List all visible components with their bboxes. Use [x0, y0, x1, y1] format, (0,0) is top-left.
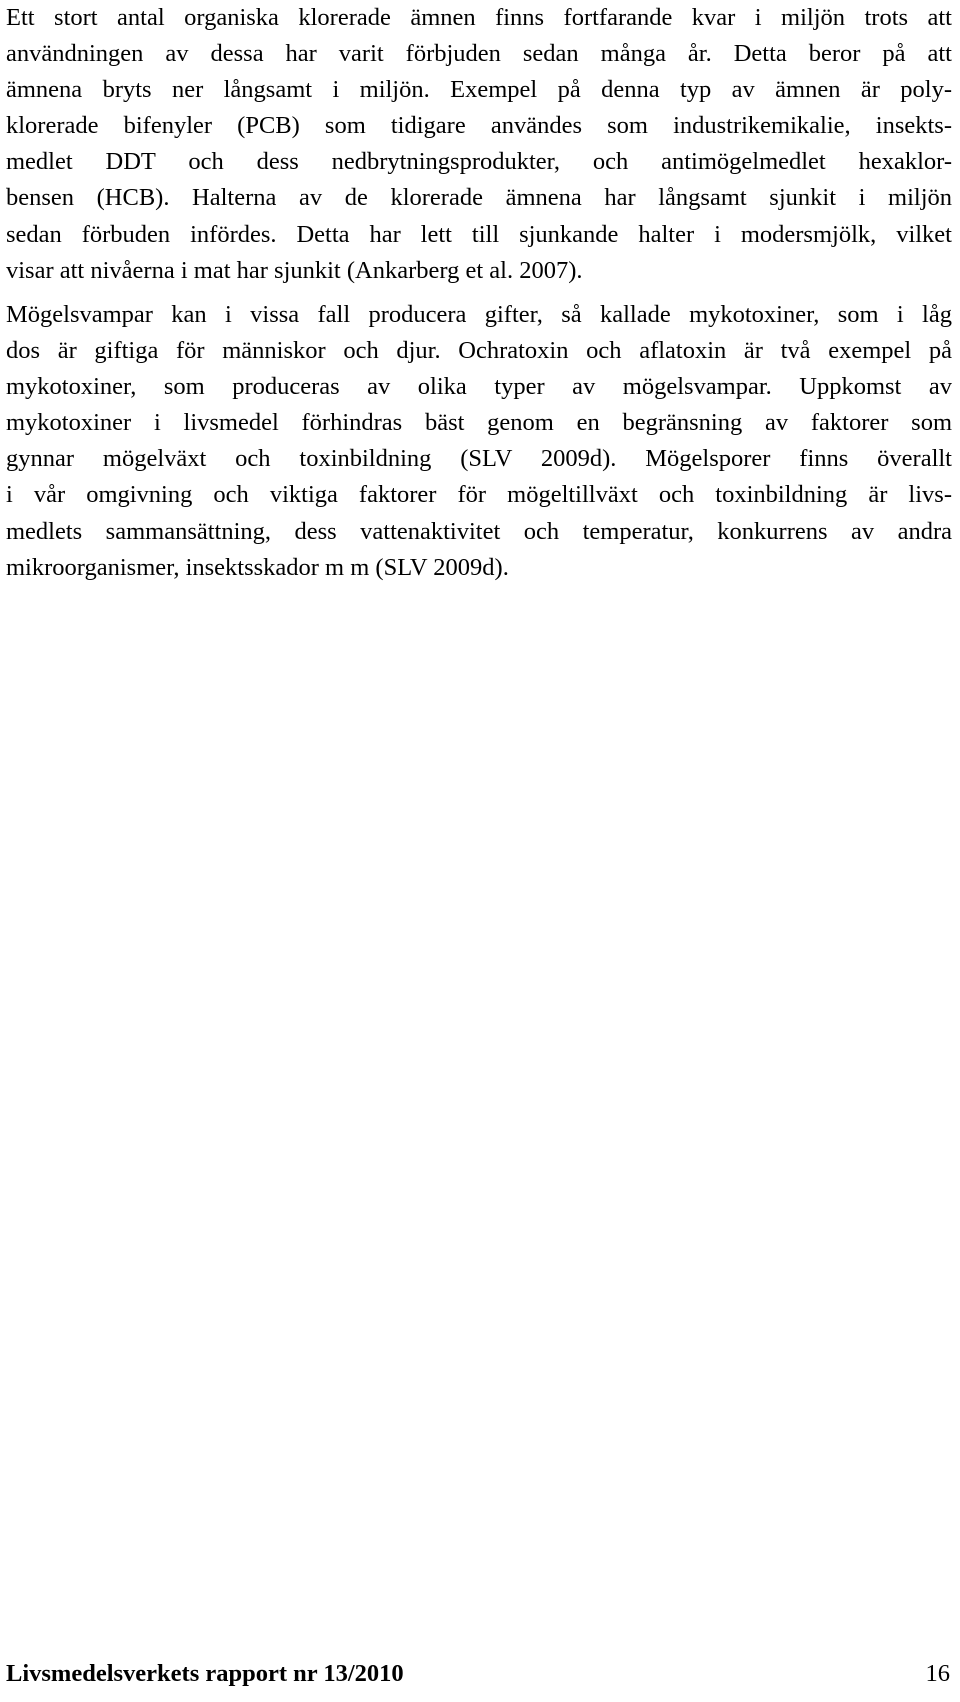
text-line: Mögelsvampar kan i vissa fall producera gifter, så kallade mykotoxiner, som i låg	[6, 301, 952, 328]
text-line: dos är giftiga för människor och djur. Ochratoxin och aflatoxin är två exempel på	[6, 337, 952, 365]
text-line: gynnar mögelväxt och toxinbildning (SLV 2009d). Mögelsporer finns överallt	[6, 445, 952, 473]
text-line: ämnena bryts ner långsamt i miljön. Exempel på denna typ av ämnen är poly-	[6, 76, 952, 104]
text-line: bensen (HCB). Halterna av de klorerade ämnena har långsamt sjunkit i miljön	[6, 184, 952, 212]
page-number: 16	[925, 1660, 950, 1687]
text-line: användningen av dessa har varit förbjuden sedan många år. Detta beror på att	[6, 40, 952, 68]
text-line: i vår omgivning och viktiga faktorer för mögeltillväxt och toxinbildning är livs-	[6, 481, 952, 509]
text-line: mykotoxiner i livsmedel förhindras bäst genom en begränsning av faktorer som	[6, 409, 952, 437]
paragraph-mycotoxins	[6, 297, 952, 586]
text-line: klorerade bifenyler (PCB) som tidigare användes som industrikemikalie, insekts-	[6, 112, 952, 140]
text-line: visar att nivåerna i mat har sjunkit (Ankarberg et al. 2007).	[6, 256, 583, 284]
text-line: medlets sammansättning, dess vattenaktivitet och temperatur, konkurrens av andra	[6, 517, 952, 545]
text-line: mikroorganismer, insektsskador m m (SLV 2009d).	[6, 553, 509, 581]
paragraph-organic-chlorinated-substances	[6, 0, 952, 289]
text-line: medlet DDT och dess nedbrytningsprodukter, och antimögelmedlet hexaklor-	[6, 148, 952, 176]
report-title: Livsmedelsverkets rapport nr 13/2010	[6, 1660, 404, 1687]
text-line: mykotoxiner, som produceras av olika typer av mögelsvampar. Uppkomst av	[6, 373, 952, 401]
text-line: sedan förbuden infördes. Detta har lett till sjunkande halter i modersmjölk, vilket	[6, 220, 952, 248]
text-line: Ett stort antal organiska klorerade ämnen finns fortfarande kvar i miljön trots att	[6, 4, 952, 31]
page-footer	[6, 1654, 950, 1694]
